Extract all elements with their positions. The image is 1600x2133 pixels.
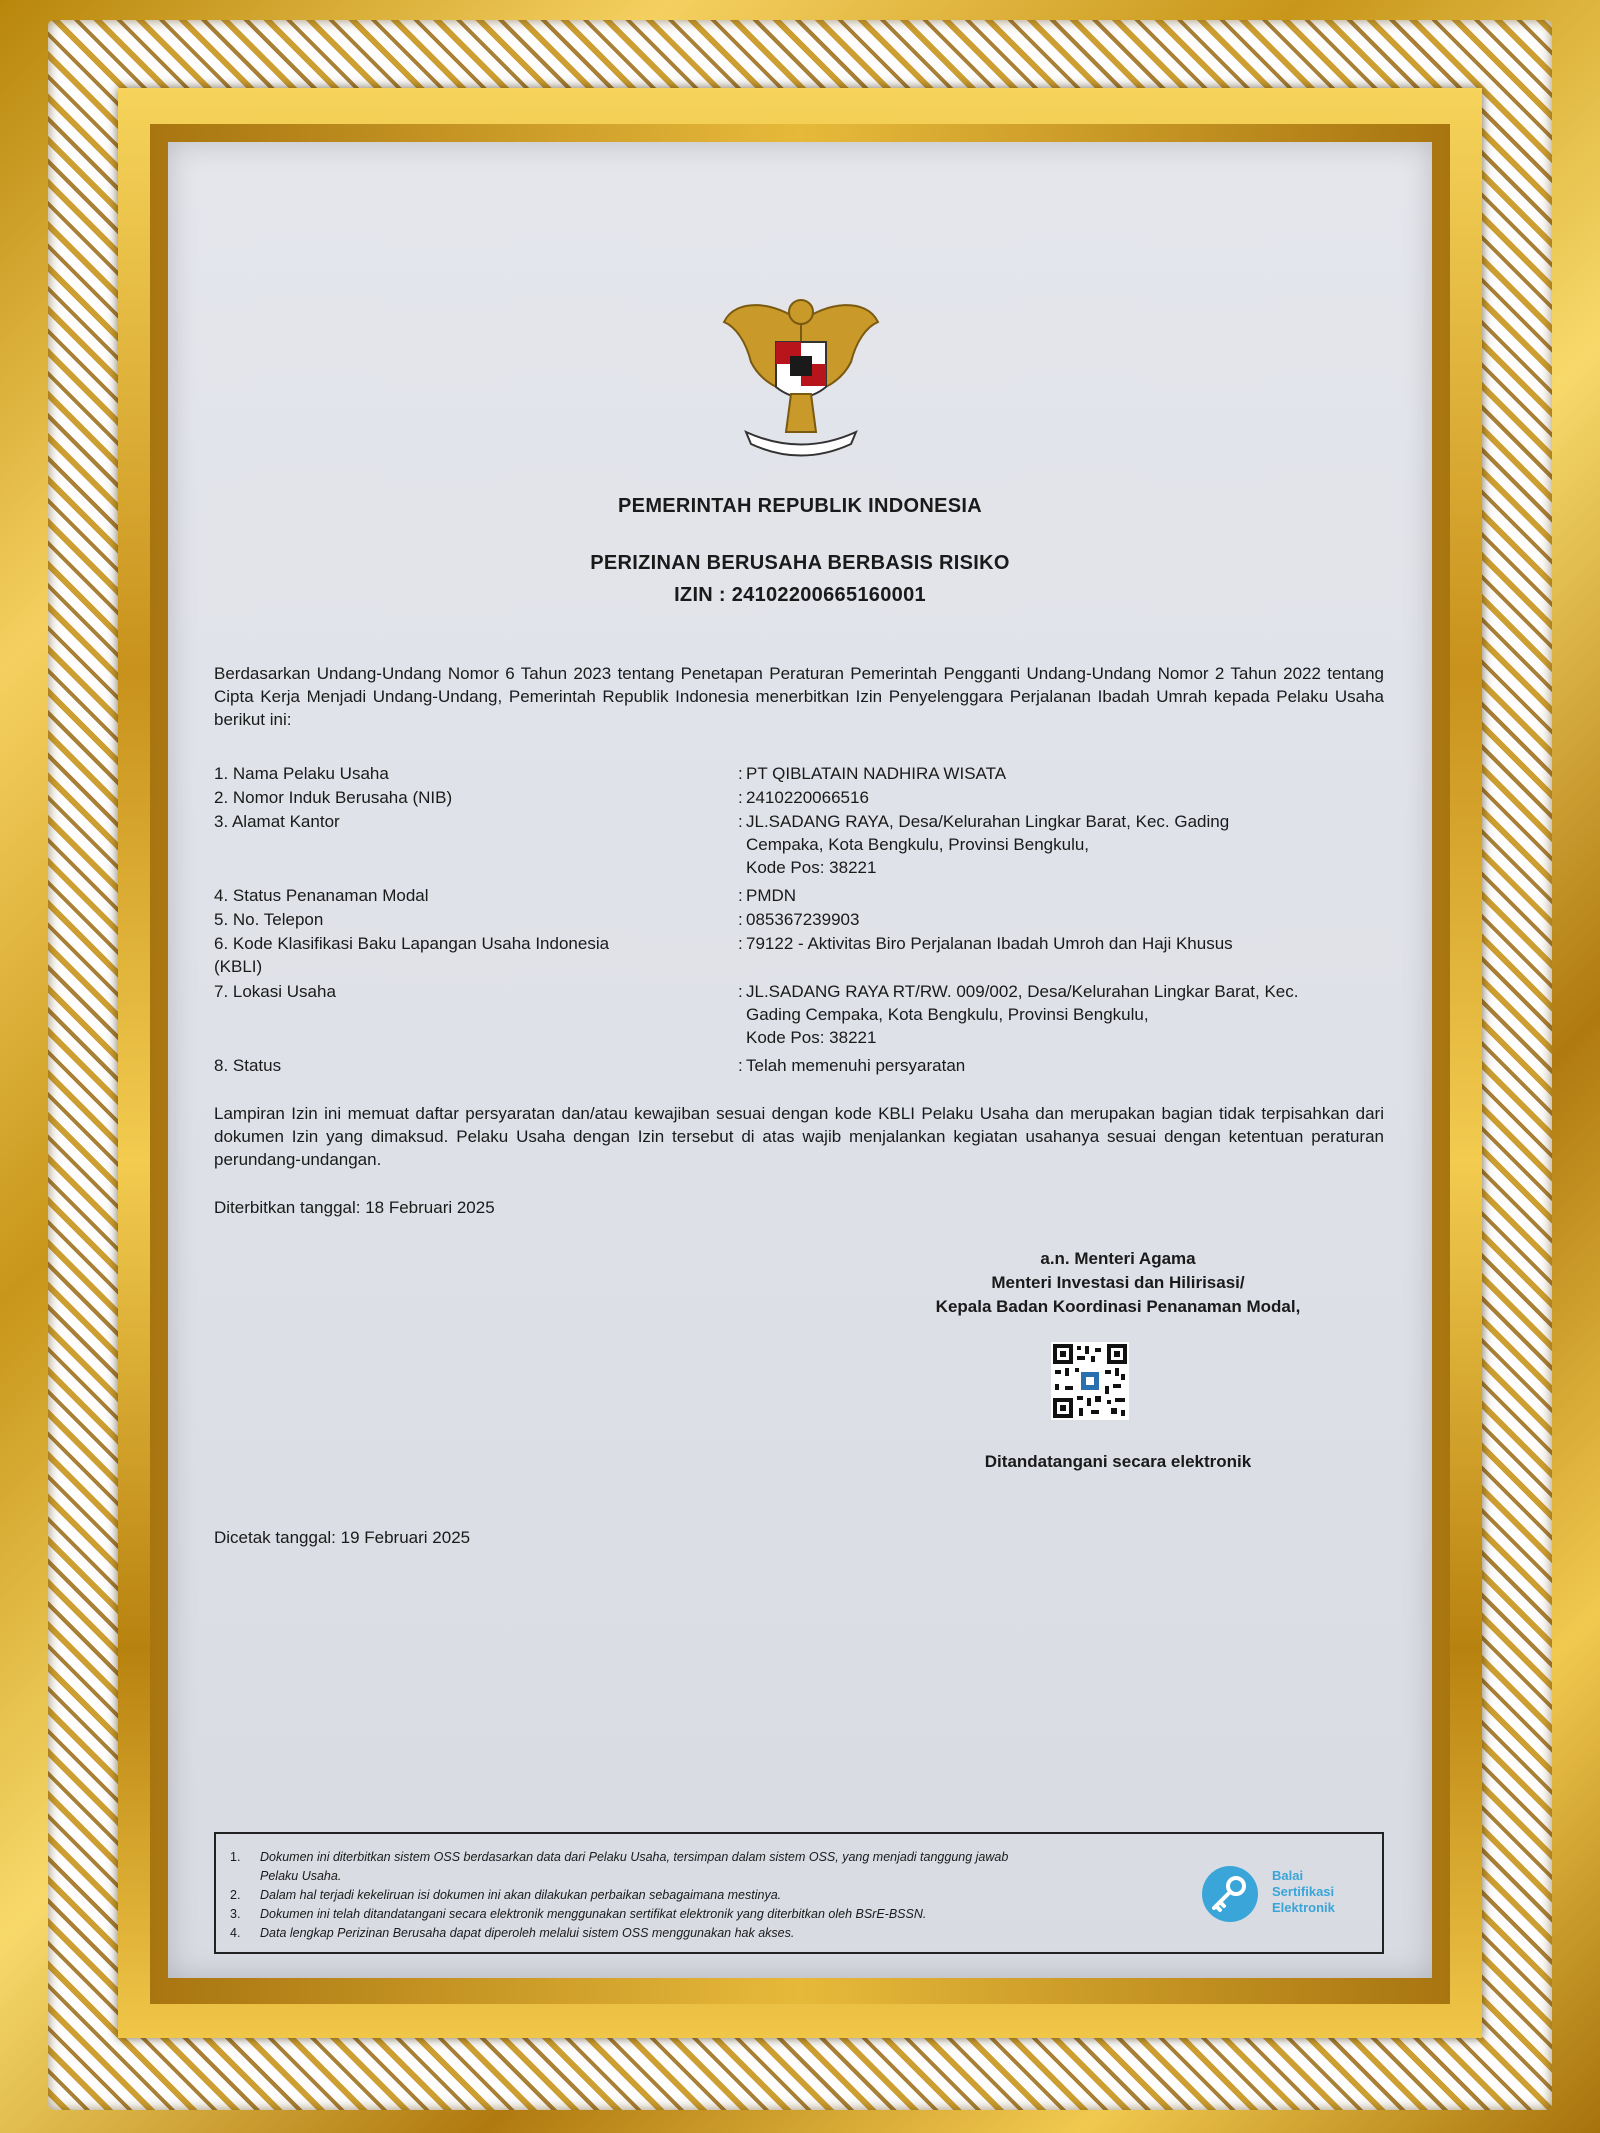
field-value: 085367239903 — [746, 910, 860, 929]
bsre-logo-icon — [1200, 1864, 1262, 1924]
field-colon: : — [738, 1056, 743, 1075]
footer-note-line: Dokumen ini diterbitkan sistem OSS berdasarkan data dari Pelaku Usaha, tersimpan dalam sistem OSS, yang menjadi tanggung jawab — [260, 1850, 1009, 1864]
signatory-line: a.n. Menteri Agama — [1040, 1249, 1196, 1268]
field-colon: : — [738, 910, 743, 929]
field-value-line: Kode Pos: 38221 — [746, 858, 877, 877]
certificate-paper — [168, 142, 1432, 1978]
field-label: 7. Lokasi Usaha — [214, 982, 336, 1001]
field-value: PMDN — [746, 886, 797, 905]
signed-electronically: Ditandatangani secara elektronik — [984, 1452, 1252, 1471]
footer-note — [230, 1886, 1190, 1905]
footer-note-line: Dokumen ini telah ditandatangani secara elektronik menggunakan sertifikat elektronik yang diterbitkan oleh BSrE-BSSN. — [260, 1907, 927, 1921]
signatory-line: Menteri Investasi dan Hilirisasi/ — [991, 1273, 1245, 1292]
footer-notes-box — [214, 1832, 1384, 1954]
footer-note-number: 3. — [230, 1907, 241, 1921]
field-value: 79122 - Aktivitas Biro Perjalanan Ibadah Umroh dan Haji Khusus — [746, 934, 1233, 953]
bsre-line: Elektronik — [1272, 1900, 1335, 1915]
permit-title: PERIZINAN BERUSAHA BERBASIS RISIKO — [590, 552, 1010, 574]
permit-number: IZIN : 24102200665160001 — [674, 584, 926, 606]
field-value-line: Kode Pos: 38221 — [746, 1028, 877, 1047]
footer-note-line: Dalam hal terjadi kekeliruan isi dokumen ini akan dilakukan perbaikan sebagaimana mestinya. — [260, 1888, 782, 1902]
field-colon: : — [738, 764, 743, 783]
bsre-logo — [1200, 1864, 1370, 1924]
bsre-line: Balai — [1272, 1868, 1304, 1883]
attachment-paragraph: Lampiran Izin ini memuat daftar persyaratan dan/atau kewajiban sesuai dengan kode KBLI Pelaku Usaha dan merupakan bagian tidak terpisahkan dari dokumen Izin yang dimaksud. Pelaku Usaha dengan Izin tersebut di atas wajib menjalankan kegiatan usahanya sesuai dengan ketentuan peraturan perundang-undangan. — [214, 1104, 1384, 1169]
field-label — [214, 932, 694, 978]
field-label-line: 6. Kode Klasifikasi Baku Lapangan Usaha Indonesia — [214, 934, 610, 953]
field-value — [746, 980, 1406, 1049]
footer-note-line: Pelaku Usaha. — [260, 1869, 342, 1883]
footer-note-number: 4. — [230, 1926, 241, 1940]
footer-note-number: 1. — [230, 1850, 241, 1864]
field-colon: : — [738, 886, 743, 905]
field-label: 8. Status — [214, 1056, 282, 1075]
field-value-line: Gading Cempaka, Kota Bengkulu, Provinsi Bengkulu, — [746, 1005, 1149, 1024]
footer-note — [230, 1848, 1190, 1886]
field-label: 5. No. Telepon — [214, 910, 324, 929]
footer-note-line: Data lengkap Perizinan Berusaha dapat diperoleh melalui sistem OSS menggunakan hak akses. — [260, 1926, 795, 1940]
field-value — [746, 810, 1406, 879]
intro-paragraph: Berdasarkan Undang-Undang Nomor 6 Tahun 2023 tentang Penetapan Peraturan Pemerintah Pengganti Undang-Undang Nomor 2 Tahun 2022 tentang Cipta Kerja Menjadi Undang-Undang, Pemerintah Republik Indonesia menerbitkan Izin Penyelenggara Perjalanan Ibadah Umrah kepada Pelaku Usaha berikut ini: — [214, 664, 1384, 729]
footer-note-number: 2. — [230, 1888, 241, 1902]
field-colon: : — [738, 982, 743, 1001]
government-title: PEMERINTAH REPUBLIK INDONESIA — [618, 495, 982, 517]
field-value: PT QIBLATAIN NADHIRA WISATA — [746, 764, 1007, 783]
footer-note — [230, 1924, 1190, 1943]
field-value: Telah memenuhi persyaratan — [746, 1056, 966, 1075]
printed-date: Dicetak tanggal: 19 Februari 2025 — [214, 1528, 471, 1547]
field-label-line: (KBLI) — [214, 957, 263, 976]
field-value: 2410220066516 — [746, 788, 869, 807]
field-label: 1. Nama Pelaku Usaha — [214, 764, 389, 783]
field-colon: : — [738, 812, 743, 831]
field-value-line: JL.SADANG RAYA RT/RW. 009/002, Desa/Kelurahan Lingkar Barat, Kec. — [746, 982, 1299, 1001]
bsre-line: Sertifikasi — [1272, 1884, 1335, 1899]
field-label: 3. Alamat Kantor — [214, 812, 340, 831]
signatory-line: Kepala Badan Koordinasi Penanaman Modal, — [935, 1297, 1301, 1316]
field-value-line: Cempaka, Kota Bengkulu, Provinsi Bengkulu, — [746, 835, 1090, 854]
garuda-emblem-icon — [716, 282, 886, 458]
issued-date: Diterbitkan tanggal: 18 Februari 2025 — [214, 1198, 495, 1217]
field-colon: : — [738, 934, 743, 953]
field-colon: : — [738, 788, 743, 807]
footer-note — [230, 1905, 1190, 1924]
field-label: 4. Status Penanaman Modal — [214, 886, 429, 905]
bsre-logo-text — [1272, 1868, 1335, 1916]
field-label: 2. Nomor Induk Berusaha (NIB) — [214, 788, 453, 807]
footer-notes — [230, 1848, 1190, 1943]
field-value-line: JL.SADANG RAYA, Desa/Kelurahan Lingkar Barat, Kec. Gading — [746, 812, 1230, 831]
signatory-block — [868, 1247, 1368, 1319]
qr-code-icon — [1051, 1342, 1129, 1420]
